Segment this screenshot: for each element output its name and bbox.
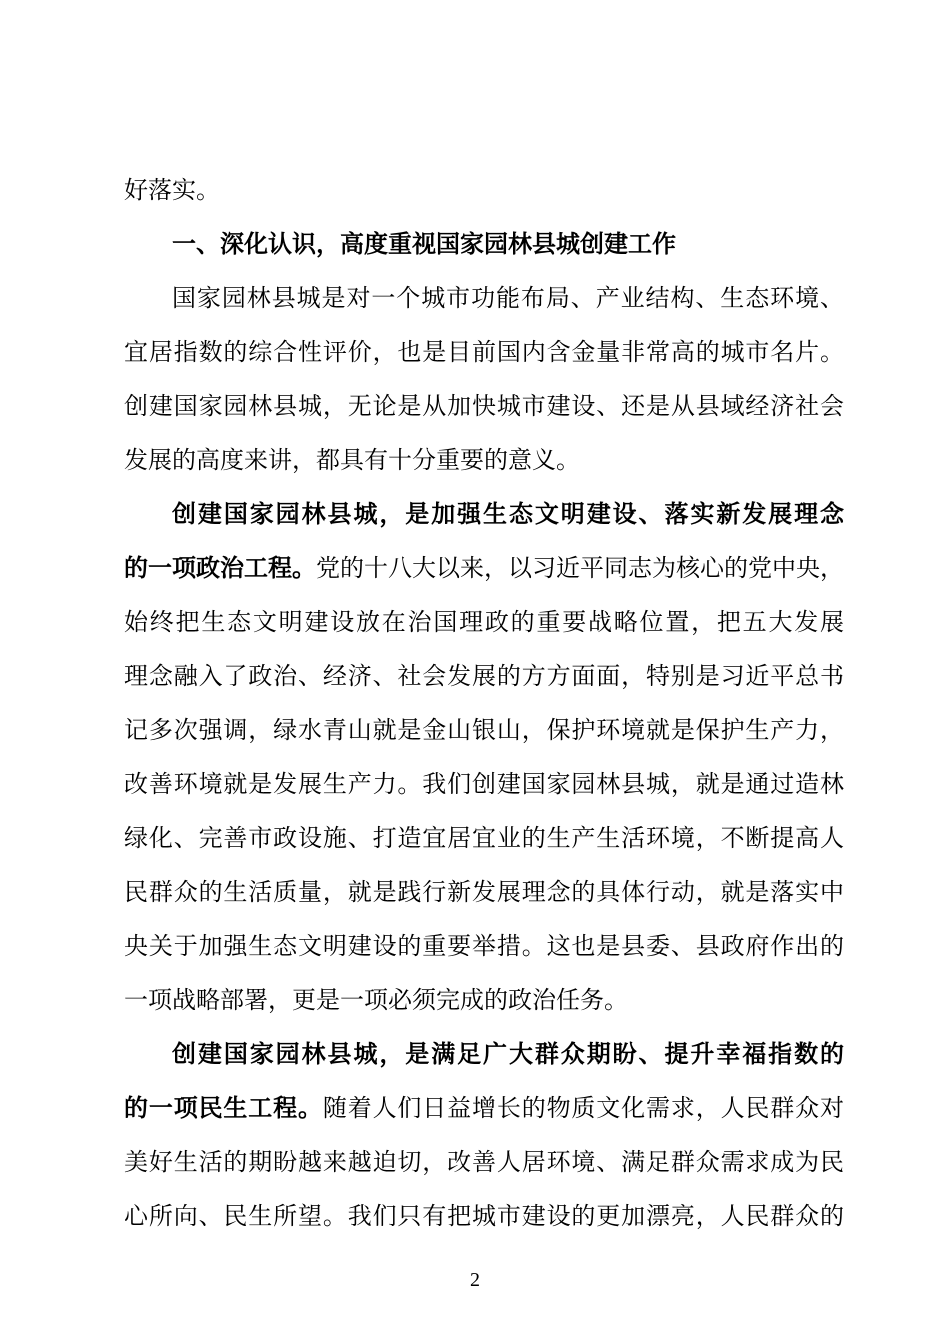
paragraph-line: 始终把生态文明建设放在治国理政的重要战略位置，把五大发展 <box>124 608 844 636</box>
paragraph-lead-bold: 的一项民生工程。 <box>124 1093 323 1122</box>
paragraph-lead-bold: 的一项政治工程。 <box>124 553 316 582</box>
paragraph-line: 央关于加强生态文明建设的重要举措。这也是县委、县政府作出的 <box>124 932 844 960</box>
paragraph-lead-bold: 创建国家园林县城，是加强生态文明建设、落实新发展理念 <box>172 499 844 528</box>
paragraph-text: 党的十八大以来，以习近平同志为核心的党中央， <box>316 554 844 582</box>
continuation-line: 好落实。 <box>124 176 220 204</box>
section-heading: 一、深化认识，高度重视国家园林县城创建工作 <box>172 230 676 258</box>
paragraph-line: 美好生活的期盼越来越迫切，改善人居环境、满足群众需求成为民 <box>124 1148 844 1176</box>
page-number: 2 <box>470 1269 480 1291</box>
paragraph-line: 心所向、民生所望。我们只有把城市建设的更加漂亮，人民群众的 <box>124 1202 844 1230</box>
paragraph-text: 随着人们日益增长的物质文化需求，人民群众对 <box>322 1094 845 1122</box>
paragraph-line: 民群众的生活质量，就是践行新发展理念的具体行动，就是落实中 <box>124 878 844 906</box>
paragraph-line: 宜居指数的综合性评价，也是目前国内含金量非常高的城市名片。 <box>124 338 844 366</box>
paragraph-line: 国家园林县城是对一个城市功能布局、产业结构、生态环境、 <box>172 284 844 312</box>
paragraph-line: 理念融入了政治、经济、社会发展的方方面面，特别是习近平总书 <box>124 662 844 690</box>
paragraph-line <box>124 1092 844 1124</box>
paragraph-line: 创建国家园林县城，无论是从加快城市建设、还是从县域经济社会 <box>124 392 844 420</box>
paragraph-line: 记多次强调，绿水青山就是金山银山，保护环境就是保护生产力， <box>124 716 844 744</box>
paragraph-line: 一项战略部署，更是一项必须完成的政治任务。 <box>124 986 628 1014</box>
paragraph-line: 绿化、完善市政设施、打造宜居宜业的生产生活环境，不断提高人 <box>124 824 844 852</box>
paragraph-line: 发展的高度来讲，都具有十分重要的意义。 <box>124 446 580 474</box>
paragraph-line: 改善环境就是发展生产力。我们创建国家园林县城，就是通过造林 <box>124 770 844 798</box>
paragraph-line <box>124 552 844 584</box>
paragraph-lead-bold: 创建国家园林县城，是满足广大群众期盼、提升幸福指数的 <box>172 1039 844 1068</box>
